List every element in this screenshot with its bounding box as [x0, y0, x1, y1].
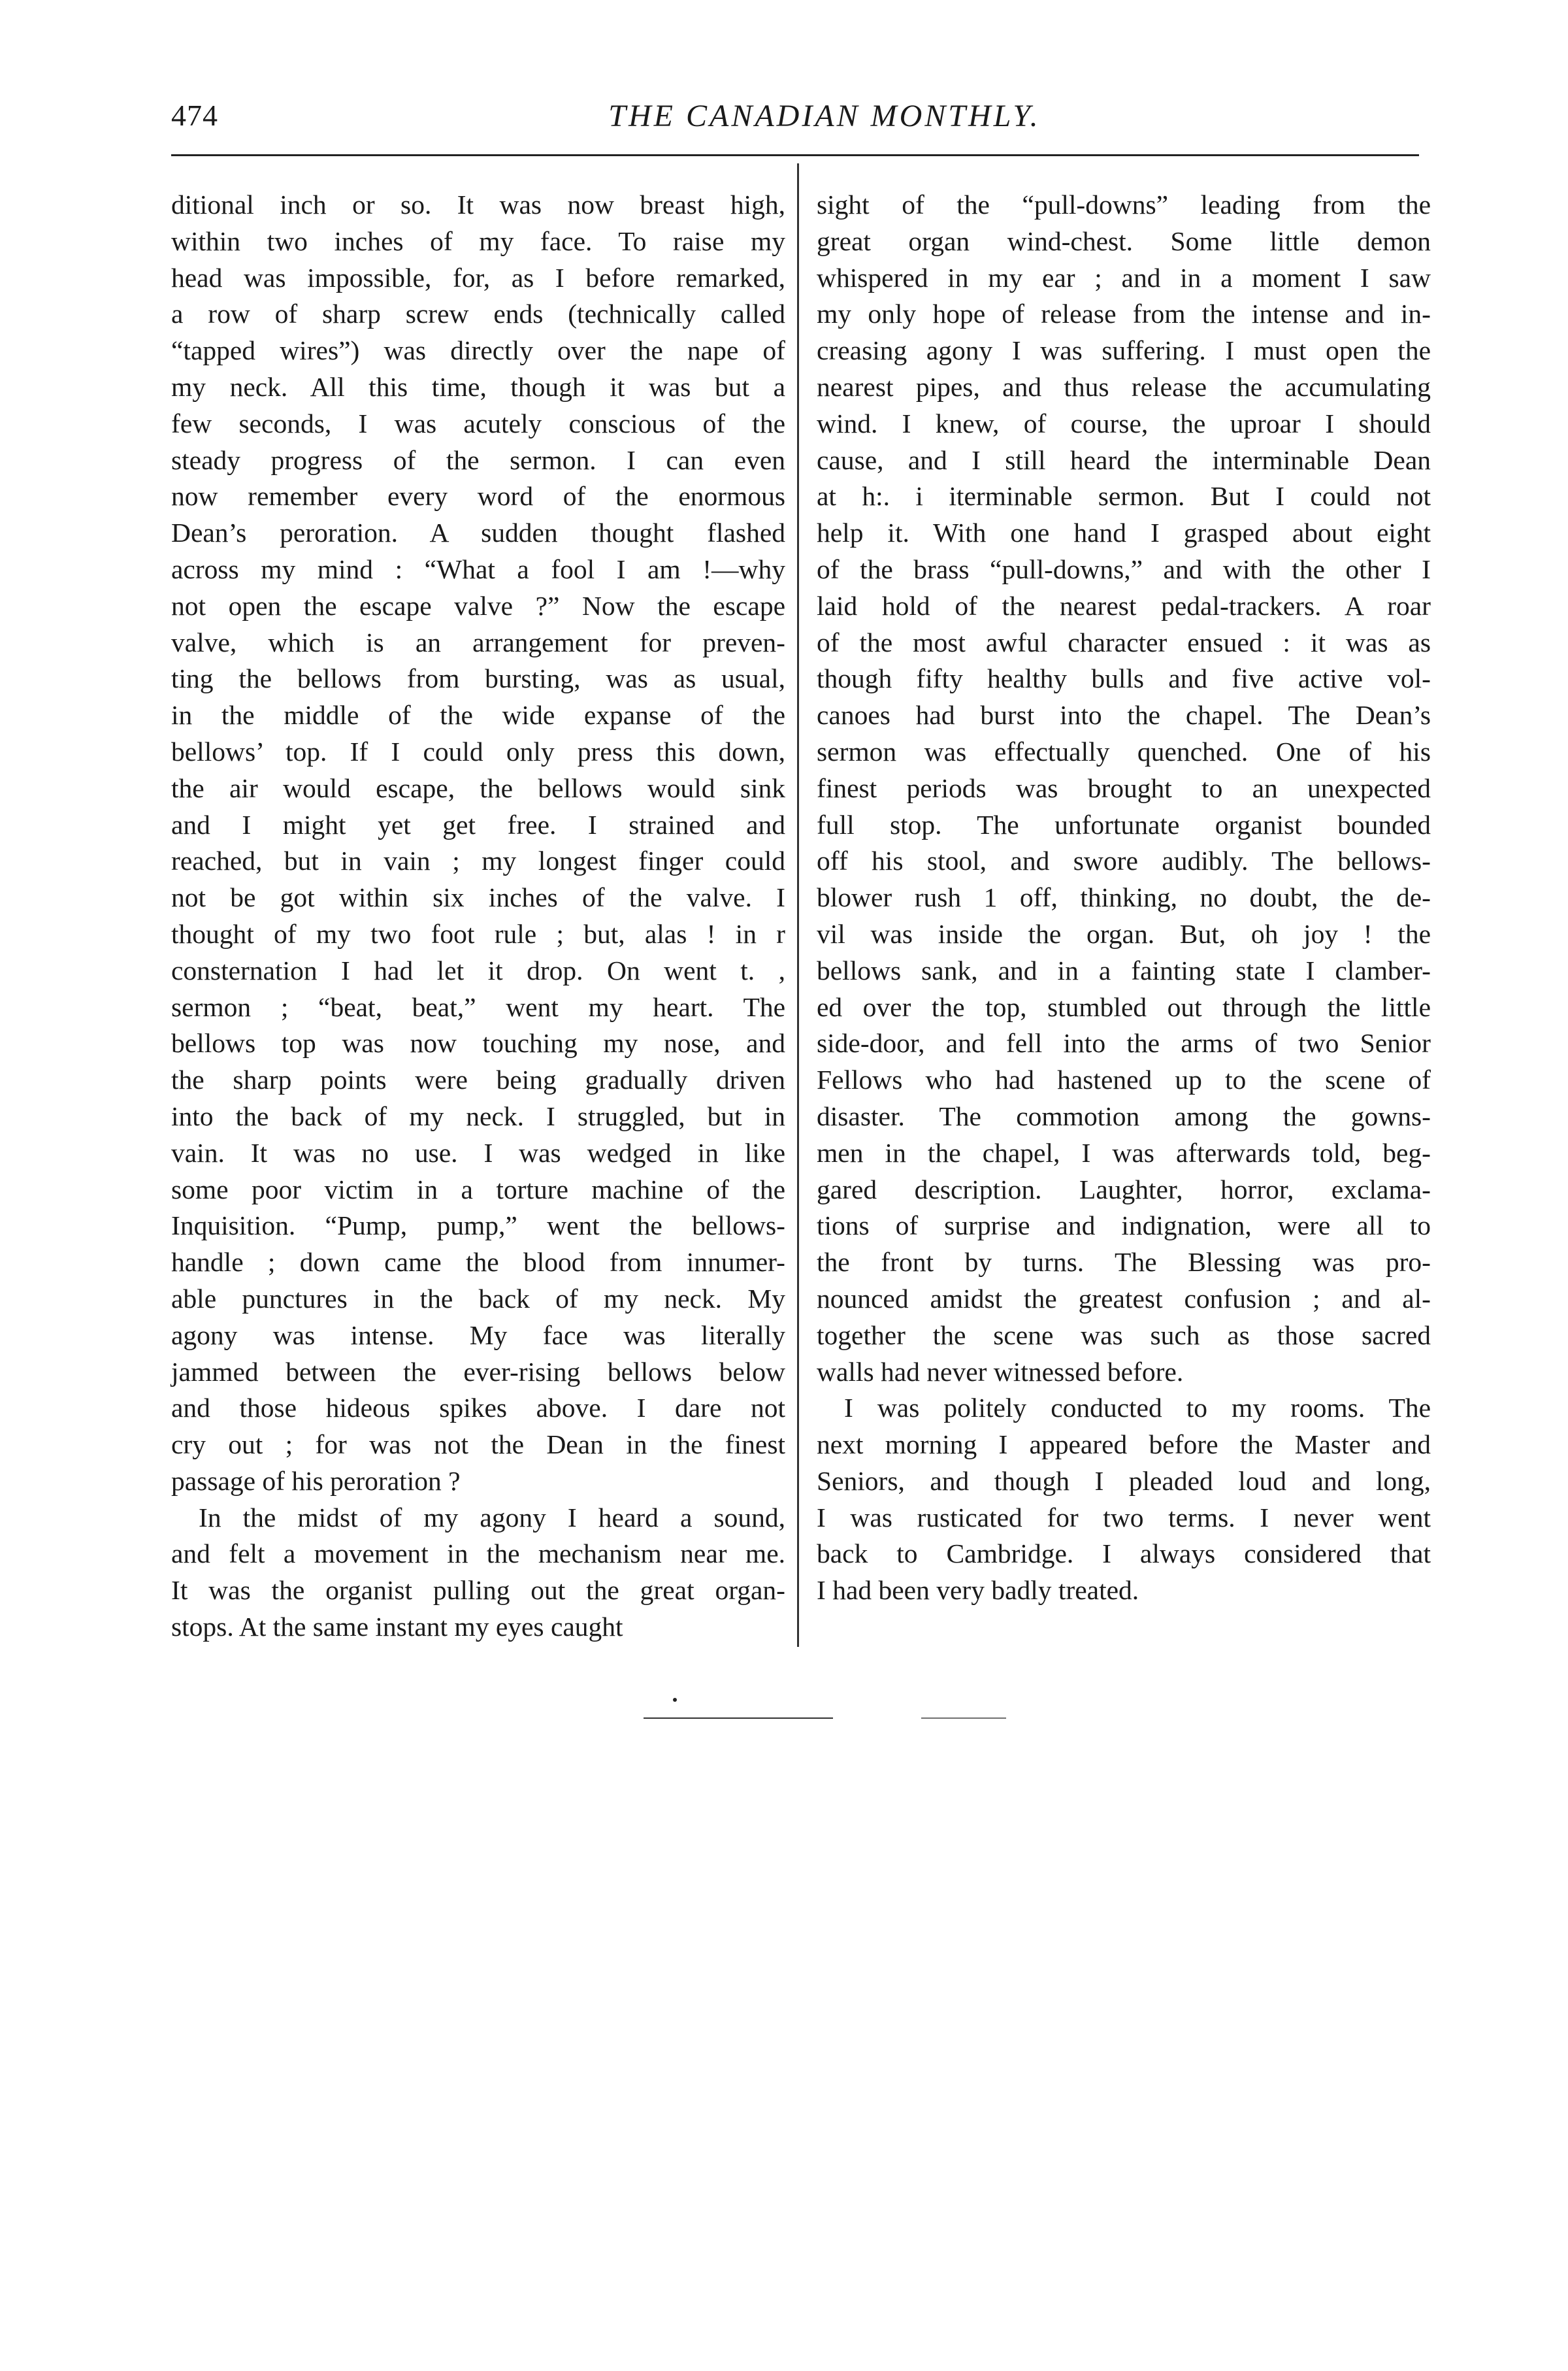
- left-column-line: passage of his peroration ?: [171, 1465, 461, 1496]
- right-column-line: sight of the “pull-downs” leading from the: [817, 190, 1431, 220]
- right-column-line: blower rush 1 off, thinking, no doubt, the de-: [817, 882, 1431, 913]
- left-column-line: into the back of my neck. I struggled, but in: [171, 1101, 785, 1131]
- left-column-line: ting the bellows from bursting, was as usual,: [171, 663, 785, 694]
- left-column-line: bellows top was now touching my nose, and: [171, 1028, 785, 1059]
- column-divider: [797, 163, 799, 1647]
- right-column-line: bellows sank, and in a fainting state I clamber-: [817, 955, 1431, 986]
- right-column-line: full stop. The unfortunate organist bounded: [817, 809, 1431, 840]
- right-column-line: great organ wind-chest. Some little demon: [817, 225, 1431, 256]
- left-column-line: “tapped wires”) was directly over the nape of: [171, 335, 785, 366]
- right-column-line: canoes had burst into the chapel. The Dean’s: [817, 700, 1431, 731]
- right-column-line: the front by turns. The Blessing was pro-: [817, 1247, 1431, 1278]
- journal-title: THE CANADIAN MONTHLY.: [608, 99, 1041, 133]
- left-column-line: now remember every word of the enormous: [171, 481, 785, 512]
- left-column-line: Dean’s peroration. A sudden thought flashed: [171, 518, 785, 548]
- right-column: [817, 187, 1431, 1609]
- left-column-line: and those hideous spikes above. I dare not: [171, 1393, 785, 1423]
- tail-ornament-dot: [673, 1698, 677, 1702]
- right-column-line: creasing agony I was suffering. I must open the: [817, 335, 1431, 366]
- right-column-line: nearest pipes, and thus release the accumulating: [817, 371, 1431, 402]
- right-column-line: though fifty healthy bulls and five active vol-: [817, 663, 1431, 694]
- left-column-line: and I might yet get free. I strained and: [171, 809, 785, 840]
- right-column-line: help it. With one hand I grasped about eight: [817, 518, 1431, 548]
- header-rule: [171, 154, 1419, 156]
- right-column-line: sermon was effectually quenched. One of his: [817, 736, 1431, 767]
- right-column-line: vil was inside the organ. But, oh joy ! the: [817, 918, 1431, 949]
- right-column-line: at h:. i iterminable sermon. But I could not: [817, 481, 1431, 512]
- right-column-line: whispered in my ear ; and in a moment I saw: [817, 262, 1431, 293]
- left-column-line: reached, but in vain ; my longest finger could: [171, 846, 785, 876]
- right-column-line: tions of surprise and indignation, were all to: [817, 1210, 1431, 1241]
- running-head: [171, 98, 1419, 150]
- left-column-line: the sharp points were being gradually driven: [171, 1065, 785, 1095]
- left-column-line: my neck. All this time, though it was but a: [171, 371, 785, 402]
- right-column-line: wind. I knew, of course, the uproar I should: [817, 408, 1431, 439]
- left-column-line: valve, which is an arrangement for preven-: [171, 627, 785, 657]
- left-column-line: steady progress of the sermon. I can even: [171, 444, 785, 475]
- right-column-line: nounced amidst the greatest confusion ; and al-: [817, 1283, 1431, 1314]
- left-column-line: some poor victim in a torture machine of the: [171, 1174, 785, 1204]
- left-column-line: agony was intense. My face was literally: [171, 1319, 785, 1350]
- left-column-line: cry out ; for was not the Dean in the finest: [171, 1429, 785, 1460]
- left-column-line: ditional inch or so. It was now breast high,: [171, 190, 785, 220]
- left-column-line: able punctures in the back of my neck. My: [171, 1283, 785, 1314]
- left-column-line: not open the escape valve ?” Now the escape: [171, 590, 785, 621]
- right-column-line: off his stool, and swore audibly. The bellows-: [817, 846, 1431, 876]
- left-column-line: a row of sharp screw ends (technically called: [171, 299, 785, 329]
- left-column-line: sermon ; “beat, beat,” went my heart. The: [171, 991, 785, 1022]
- right-column-line: laid hold of the nearest pedal-trackers. A roar: [817, 590, 1431, 621]
- left-column-line: consternation I had let it drop. On went t. ,: [171, 955, 785, 986]
- left-column-line: handle ; down came the blood from innumer-: [171, 1247, 785, 1278]
- right-column-line: ed over the top, stumbled out through the little: [817, 991, 1431, 1022]
- left-column: [171, 187, 785, 1646]
- right-column-line: I was rusticated for two terms. I never went: [817, 1502, 1431, 1533]
- left-column-line: In the midst of my agony I heard a sound,: [199, 1502, 785, 1533]
- left-column-line: not be got within six inches of the valve. I: [171, 882, 785, 913]
- right-column-line: gared description. Laughter, horror, exclama-: [817, 1174, 1431, 1204]
- left-column-line: vain. It was no use. I was wedged in like: [171, 1137, 785, 1168]
- left-column-line: stops. At the same instant my eyes caught: [171, 1612, 623, 1642]
- left-column-line: within two inches of my face. To raise my: [171, 225, 785, 256]
- right-column-line: disaster. The commotion among the gowns-: [817, 1101, 1431, 1131]
- left-column-line: jammed between the ever-rising bellows below: [171, 1356, 785, 1387]
- right-column-line: finest periods was brought to an unexpected: [817, 772, 1431, 803]
- left-column-line: and felt a movement in the mechanism near me.: [171, 1538, 785, 1569]
- left-column-line: the air would escape, the bellows would sink: [171, 772, 785, 803]
- right-column-line: of the brass “pull-downs,” and with the other I: [817, 554, 1431, 584]
- page-number: 474: [171, 99, 218, 132]
- left-column-line: thought of my two foot rule ; but, alas ! in r: [171, 918, 785, 949]
- left-column-line: head was impossible, for, as I before remarked,: [171, 262, 785, 293]
- right-column-line: men in the chapel, I was afterwards told, beg-: [817, 1137, 1431, 1168]
- left-column-line: It was the organist pulling out the great organ-: [171, 1575, 785, 1606]
- right-column-line: Fellows who had hastened up to the scene of: [817, 1065, 1431, 1095]
- right-column-line: of the most awful character ensued : it was as: [817, 627, 1431, 657]
- right-column-line: back to Cambridge. I always considered that: [817, 1538, 1431, 1569]
- right-column-line: together the scene was such as those sacred: [817, 1319, 1431, 1350]
- right-column-line: cause, and I still heard the interminable Dean: [817, 444, 1431, 475]
- left-column-line: across my mind : “What a fool I am !—why: [171, 554, 785, 584]
- right-column-line: my only hope of release from the intense and in-: [817, 299, 1431, 329]
- right-column-line: I had been very badly treated.: [817, 1575, 1139, 1606]
- right-column-line: I was politely conducted to my rooms. The: [844, 1393, 1431, 1423]
- right-column-line: side-door, and fell into the arms of two Senior: [817, 1028, 1431, 1059]
- tail-rule-left: [644, 1717, 833, 1719]
- left-column-line: Inquisition. “Pump, pump,” went the bellows-: [171, 1210, 785, 1241]
- left-column-line: in the middle of the wide expanse of the: [171, 700, 785, 731]
- left-column-line: few seconds, I was acutely conscious of the: [171, 408, 785, 439]
- right-column-line: next morning I appeared before the Master and: [817, 1429, 1431, 1460]
- tail-rule-right: [921, 1717, 1006, 1719]
- right-column-line: walls had never witnessed before.: [817, 1356, 1184, 1387]
- left-column-line: bellows’ top. If I could only press this down,: [171, 736, 785, 767]
- right-column-line: Seniors, and though I pleaded loud and long,: [817, 1465, 1431, 1496]
